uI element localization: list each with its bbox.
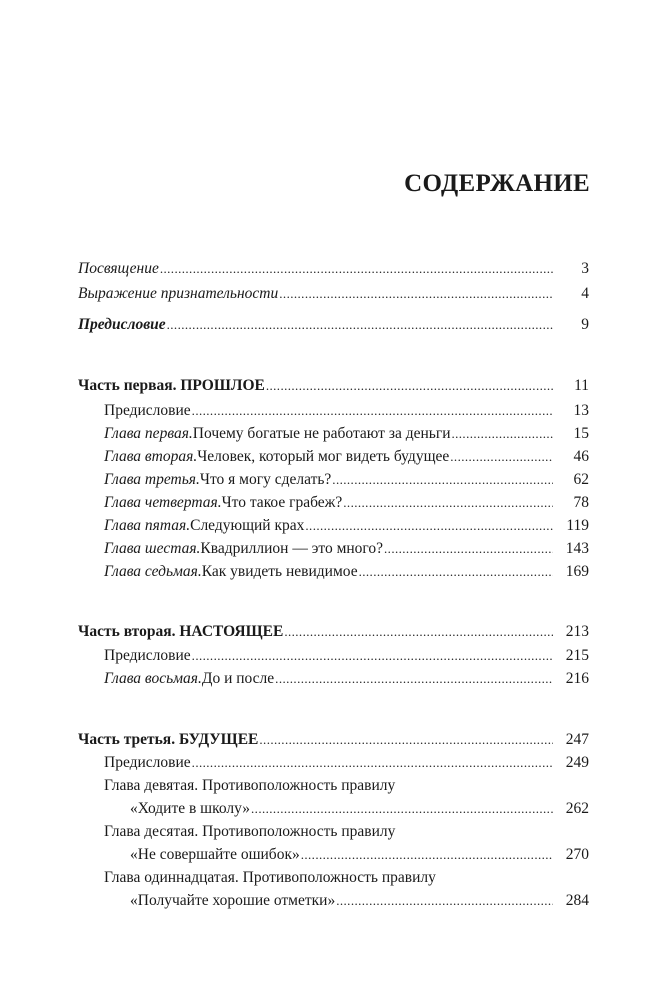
page-number: 262: [565, 800, 589, 817]
leader-dots: [343, 493, 553, 512]
toc-entry-dedication[interactable]: [78, 259, 589, 278]
leader-dots: [192, 753, 553, 772]
entry-text: Как увидеть невидимое: [201, 563, 358, 580]
leader-dots: [251, 799, 553, 818]
toc-entry-first-line[interactable]: [104, 776, 589, 795]
entry-text-continuation: «Получайте хорошие отметки»: [130, 892, 336, 909]
entry-text: Предисловие: [104, 647, 191, 664]
toc-part-three[interactable]: [78, 730, 589, 749]
leader-dots: [259, 730, 553, 749]
page-number: 78: [573, 494, 589, 511]
leader-dots: [284, 622, 553, 641]
toc-entry-continuation[interactable]: [130, 799, 589, 818]
leader-dots: [305, 516, 553, 535]
part-label: Часть третья. БУДУЩЕЕ: [78, 731, 259, 748]
chapter-prefix: Глава десятая.: [104, 823, 199, 840]
entry-text: Квадриллион — это много?: [200, 540, 384, 557]
page-number: 11: [574, 377, 589, 394]
leader-dots: [359, 562, 553, 581]
page-number: 216: [565, 670, 589, 687]
page-number: 143: [565, 540, 589, 557]
entry-text: Противоположность правилу: [198, 777, 396, 794]
page-number: 119: [566, 517, 589, 534]
part-label: Часть вторая. НАСТОЯЩЕЕ: [78, 623, 284, 640]
leader-dots: [266, 376, 553, 395]
toc-part-two[interactable]: [78, 622, 589, 641]
leader-dots: [192, 646, 553, 665]
chapter-prefix: Глава седьмая.: [104, 563, 202, 580]
leader-dots: [192, 401, 553, 420]
page-number: 213: [565, 623, 589, 640]
page-number: 169: [565, 563, 589, 580]
chapter-prefix: Глава пятая.: [104, 517, 191, 534]
toc-entry[interactable]: [104, 562, 589, 581]
page-number: 249: [565, 754, 589, 771]
leader-dots: [167, 315, 553, 334]
page-number: 46: [573, 448, 589, 465]
page-number: 247: [565, 731, 589, 748]
leader-dots: [384, 539, 553, 558]
leader-dots: [450, 447, 553, 466]
leader-dots: [336, 891, 553, 910]
toc-entry-continuation[interactable]: [130, 845, 589, 864]
entry-text: Почему богатые не работают за деньги: [192, 425, 451, 442]
page-number: 284: [565, 892, 589, 909]
toc-entry-preface[interactable]: [78, 315, 589, 334]
chapter-prefix: Глава восьмая.: [104, 670, 202, 687]
leader-dots: [332, 470, 553, 489]
part-label: Часть первая. ПРОШЛОЕ: [78, 377, 265, 394]
chapter-prefix: Глава девятая.: [104, 777, 199, 794]
entry-text: Следующий крах: [190, 517, 305, 534]
page-number: 4: [581, 285, 589, 302]
toc-entry-acknowledgements[interactable]: [78, 284, 589, 303]
chapter-prefix: Глава одиннадцатая.: [104, 869, 239, 886]
page-number: 270: [565, 846, 589, 863]
entry-text-continuation: «Ходите в школу»: [130, 800, 251, 817]
leader-dots: [160, 259, 553, 278]
entry-text: Противоположность правилу: [238, 869, 436, 886]
chapter-prefix: Глава вторая.: [104, 448, 198, 465]
entry-text: Что я могу сделать?: [199, 471, 332, 488]
entry-text: Противоположность правилу: [198, 823, 396, 840]
toc-entry[interactable]: [104, 424, 589, 443]
leader-dots: [451, 424, 553, 443]
chapter-prefix: Глава третья.: [104, 471, 200, 488]
page-title: СОДЕРЖАНИЕ: [404, 170, 590, 197]
page-number: 3: [581, 260, 589, 277]
chapter-prefix: Глава четвертая.: [104, 494, 222, 511]
entry-text: Человек, который мог видеть будущее: [197, 448, 450, 465]
toc-entry[interactable]: [104, 493, 589, 512]
page-number: 15: [573, 425, 589, 442]
leader-dots: [275, 669, 553, 688]
entry-text: До и после: [201, 670, 275, 687]
toc-part-one[interactable]: [78, 376, 589, 395]
page-number: 215: [565, 647, 589, 664]
toc-entry[interactable]: [104, 646, 589, 665]
leader-dots: [301, 845, 553, 864]
toc-entry-first-line[interactable]: [104, 822, 589, 841]
toc-entry[interactable]: [104, 753, 589, 772]
toc-label: Выражение признательности: [78, 285, 279, 302]
entry-text-continuation: «Не совершайте ошибок»: [130, 846, 300, 863]
leader-dots: [279, 284, 553, 303]
chapter-prefix: Глава шестая.: [104, 540, 201, 557]
entry-text: Предисловие: [104, 402, 191, 419]
toc-entry[interactable]: [104, 447, 589, 466]
toc-label: Посвящение: [78, 260, 159, 277]
toc-entry-continuation[interactable]: [130, 891, 589, 910]
entry-text: Предисловие: [104, 754, 191, 771]
toc-entry[interactable]: [104, 669, 589, 688]
toc-label: Предисловие: [78, 316, 166, 333]
page-number: 9: [581, 316, 589, 333]
toc-entry[interactable]: [104, 401, 589, 420]
chapter-prefix: Глава первая.: [104, 425, 193, 442]
toc-entry[interactable]: [104, 516, 589, 535]
toc-entry-first-line[interactable]: [104, 868, 589, 887]
toc-entry[interactable]: [104, 539, 589, 558]
page-number: 13: [573, 402, 589, 419]
toc-entry[interactable]: [104, 470, 589, 489]
entry-text: Что такое грабеж?: [221, 494, 343, 511]
page-number: 62: [573, 471, 589, 488]
